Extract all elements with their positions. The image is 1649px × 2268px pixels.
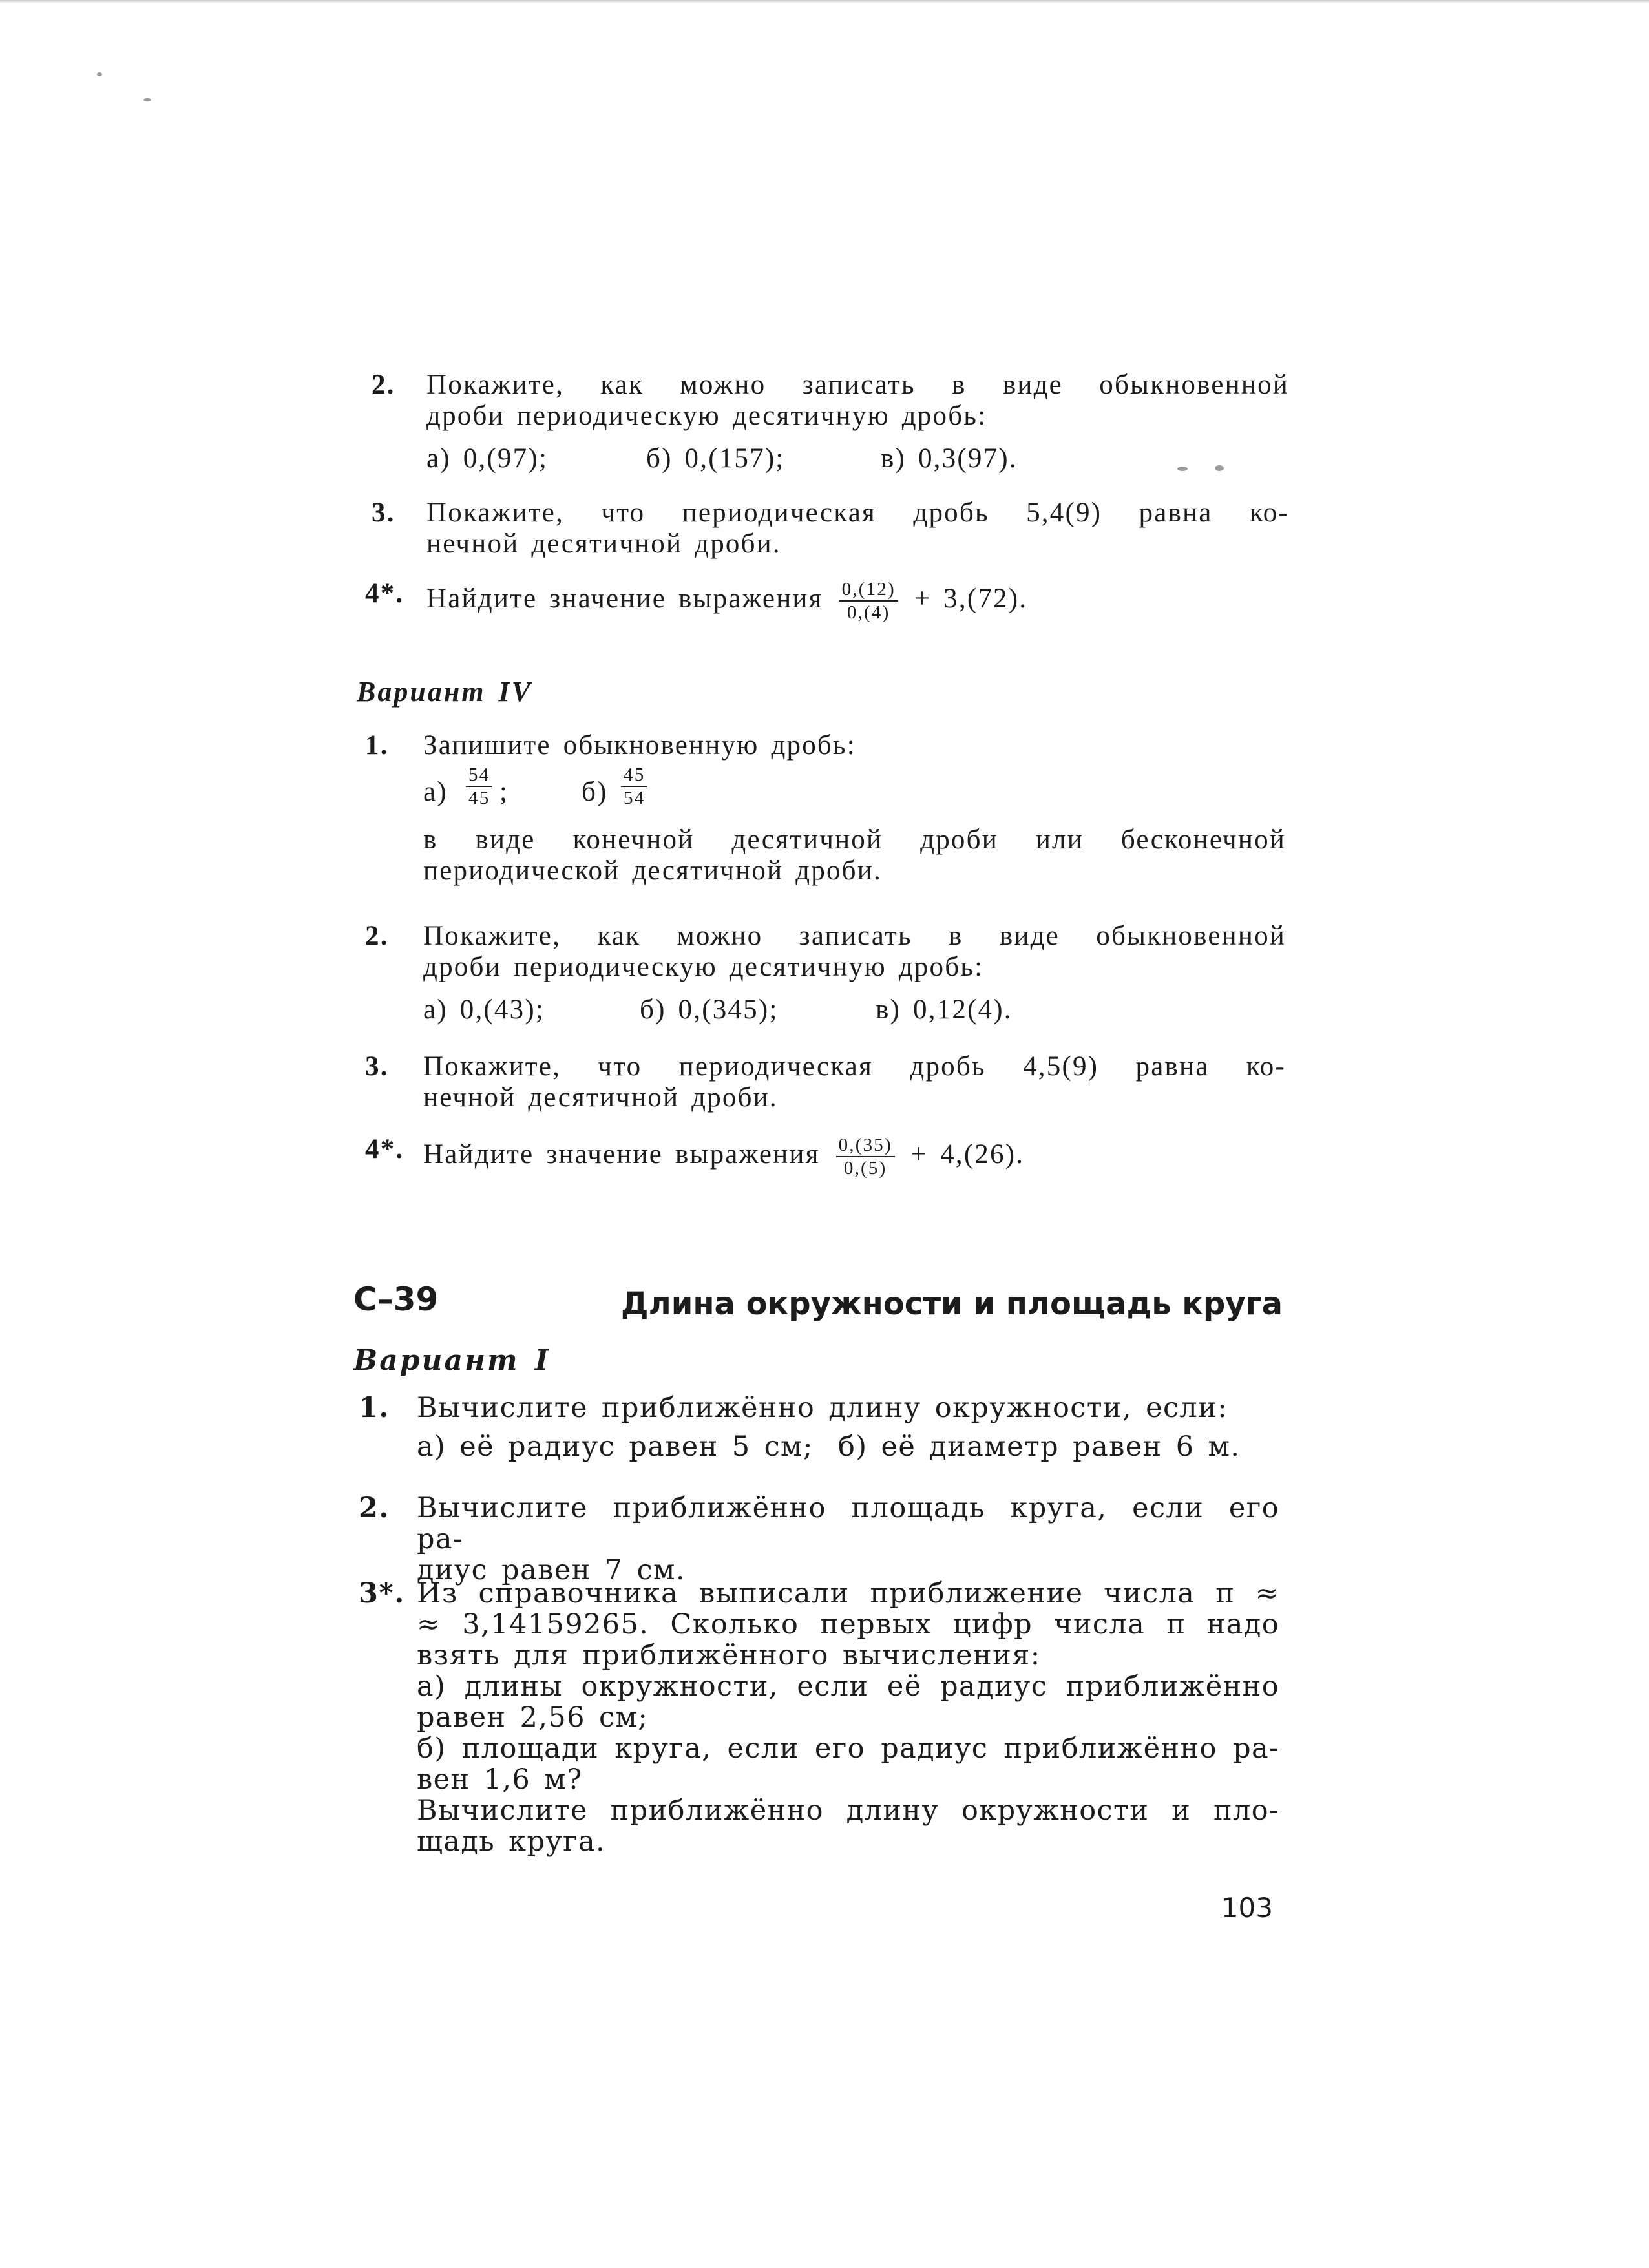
section-title: Длина окружности и площадь круга (620, 1286, 1283, 1322)
option-a: а) 0,(97); (426, 443, 548, 474)
option-c: в) 0,3(97). (881, 443, 1018, 474)
scan-speck (143, 98, 151, 101)
fraction-numerator: 54 (466, 764, 492, 787)
variant-title: Вариант I (353, 1344, 551, 1377)
scan-speck (97, 72, 102, 76)
option-a: а) её радиус равен 5 см; (417, 1431, 814, 1463)
problem-text-line: нечной десятичной дроби. (423, 1082, 778, 1113)
problem-text: Найдите значение выражения (423, 1139, 820, 1170)
fraction-numerator: 45 (621, 764, 647, 787)
problem-text-line: Вычислите приближённо площадь круга, если его ра- (417, 1492, 1279, 1555)
problem-text-line: ≈ 3,14159265. Сколько первых цифр числа π надо (417, 1608, 1279, 1641)
fraction-numerator: 0,(35) (836, 1134, 895, 1157)
problem-text-line: равен 2,56 см; (417, 1701, 649, 1734)
problem-text-line: нечной десятичной дроби. (426, 529, 781, 559)
problem-text-line: взять для приближённого вычисления: (417, 1639, 1041, 1672)
problem-text-line: диус равен 7 см. (417, 1554, 686, 1586)
problem-number: 2. (372, 370, 395, 400)
section-code: С–39 (353, 1281, 439, 1318)
problem-text-line: б) площади круга, если его радиус приближённо ра- (417, 1732, 1279, 1765)
variant-title: Вариант IV (357, 676, 532, 708)
problem-text-line: в виде конечной десятичной дроби или бесконечной (423, 824, 1286, 855)
problem-text-line: Покажите, что периодическая дробь 4,5(9) равна ко- (423, 1051, 1286, 1082)
fraction (839, 578, 898, 624)
problem-number: 3*. (359, 1577, 405, 1610)
option-b: б) 0,(345); (640, 994, 779, 1025)
problem-text-line: вен 1,6 м? (417, 1763, 583, 1796)
fraction (836, 1134, 895, 1179)
problem-text-line: Из справочника выписали приближение числа π ≈ (417, 1577, 1279, 1610)
problem-number: 3. (365, 1051, 389, 1082)
fraction (621, 764, 647, 809)
problem-text: Найдите значение выражения (426, 583, 823, 614)
fraction (466, 764, 492, 809)
problem-text-line: дроби периодическую десятичную дробь: (426, 401, 987, 431)
fraction-numerator: 0,(12) (839, 578, 898, 602)
fraction-options (423, 764, 1286, 821)
option-b: б) её диаметр равен 6 м. (838, 1431, 1241, 1463)
problem-text-line: а) длины окружности, если её радиус приближённо (417, 1670, 1279, 1703)
separator: ; (499, 777, 509, 807)
scan-top-edge (0, 0, 1649, 3)
expression-tail: + 3,(72). (914, 583, 1028, 614)
fraction-denominator: 54 (624, 788, 646, 808)
problem-number: 4*. (365, 1134, 404, 1164)
option-b-label: б) (582, 777, 608, 807)
problem-text-line: Покажите, как можно записать в виде обыкновенной (426, 370, 1289, 400)
fraction-denominator: 45 (468, 788, 490, 808)
expression-tail: + 4,(26). (910, 1139, 1025, 1170)
option-c: в) 0,12(4). (876, 994, 1013, 1025)
problem-number: 1. (359, 1392, 390, 1424)
problem-number: 3. (372, 498, 395, 528)
option-a-label: а) (423, 777, 448, 807)
problem-text-line: Вычислите приближённо длину окружности и пло- (417, 1794, 1279, 1827)
problem-number: 2. (365, 921, 389, 951)
fraction-denominator: 0,(4) (846, 602, 890, 623)
fraction-denominator: 0,(5) (843, 1158, 887, 1179)
option-a: а) 0,(43); (423, 994, 545, 1025)
problem-text-line: Покажите, как можно записать в виде обыкновенной (423, 921, 1286, 951)
problem-text-line: периодической десятичной дроби. (423, 856, 882, 886)
problem-number: 2. (359, 1492, 390, 1524)
problem-text-line: Покажите, что периодическая дробь 5,4(9) равна ко- (426, 498, 1289, 528)
page-number: 103 (1221, 1892, 1273, 1924)
problem-text-line: дроби периодическую десятичную дробь: (423, 952, 984, 982)
option-b: б) 0,(157); (646, 443, 785, 474)
problem-text-line: Вычислите приближённо длину окружности, если: (417, 1392, 1228, 1424)
problem-number: 4*. (365, 578, 404, 609)
problem-text-line: Запишите обыкновенную дробь: (423, 730, 856, 761)
problem-text-line: щадь круга. (417, 1825, 606, 1858)
problem-number: 1. (365, 730, 389, 761)
